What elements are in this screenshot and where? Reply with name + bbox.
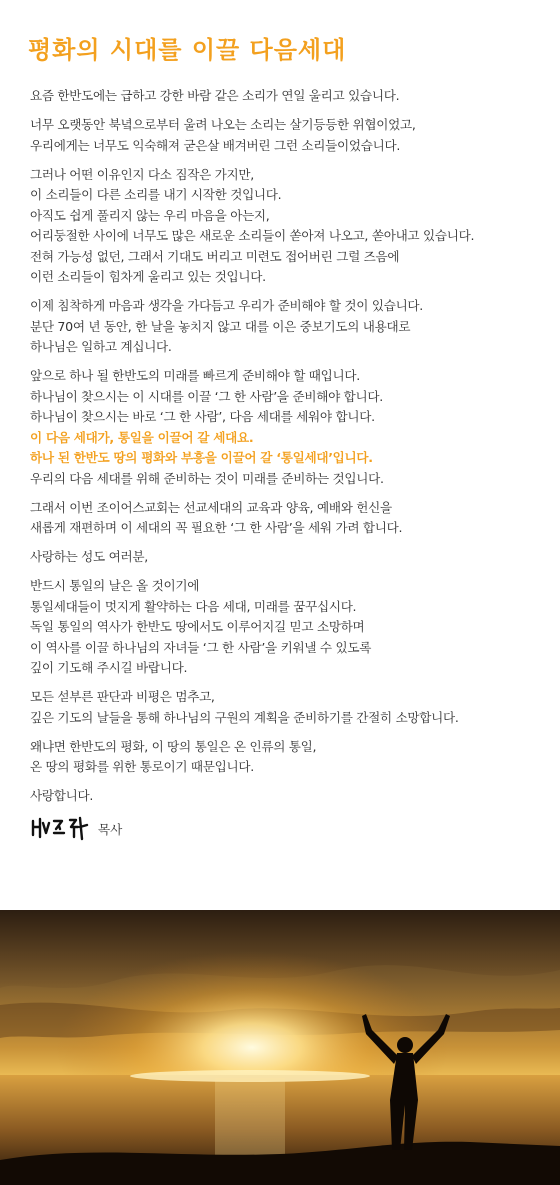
text-line: 하나님이 찾으시는 이 시대를 이끌 ‘그 한 사람’을 준비해야 합니다. (30, 388, 383, 404)
text-line: 온 땅의 평화를 위한 통로이기 때문입니다. (30, 759, 254, 774)
sunset-illustration (0, 910, 560, 1185)
text-line: 너무 오랫동안 북녘으로부터 울려 나오는 소리는 살기등등한 위협이었고, (30, 117, 416, 132)
text-line: 어리둥절한 사이에 너무도 많은 새로운 소리들이 쏟아져 나오고, 쏟아내고 있습니다. (30, 228, 475, 243)
text-line: 우리에게는 너무도 익숙해져 굳은살 배겨버린 그런 소리들이었습니다. (30, 137, 401, 153)
paragraph (30, 366, 555, 489)
paragraph (30, 165, 555, 288)
text-line: 새롭게 재편하며 이 세대의 꼭 필요한 ‘그 한 사람’을 세워 가려 합니다. (30, 520, 403, 535)
text-line: 하나님이 찾으시는 바로 ‘그 한 사람’, 다음 세대를 세워야 합니다. (30, 409, 375, 424)
signature-title: 목사 (98, 821, 123, 837)
text-line: 아직도 쉽게 풀리지 않는 우리 마음을 아는지, (30, 207, 270, 223)
text-line: 분단 70여 년 동안, 한 날을 놓치지 않고 대를 이은 중보기도의 내용대로 (30, 318, 411, 334)
text-line: 이 소리들이 다른 소리를 내기 시작한 것입니다. (30, 187, 282, 202)
paragraph (30, 296, 555, 358)
text-line: 깊은 기도의 날들을 통해 하나님의 구원의 계획을 준비하기를 간절히 소망합니다. (30, 709, 459, 725)
sunset-photo (0, 910, 560, 1185)
letter-body (30, 86, 555, 841)
signature-row (30, 815, 555, 841)
text-line: 사랑하는 성도 여러분, (30, 549, 148, 564)
text-line: 사랑합니다. (30, 788, 94, 803)
text-line: 반드시 통일의 날은 올 것이기에 (30, 578, 200, 593)
text-line: 우리의 다음 세대를 위해 준비하는 것이 미래를 준비하는 것입니다. (30, 470, 384, 486)
text-line: 하나님은 일하고 계십니다. (30, 339, 172, 354)
paragraph (30, 86, 555, 107)
paragraph (30, 547, 555, 568)
text-line: 이런 소리들이 힘차게 울리고 있는 것입니다. (30, 269, 266, 284)
paragraph (30, 786, 555, 807)
highlight-line: 하나 된 한반도 땅의 평화와 부흥을 이끌어 갈 ‘통일세대’입니다. (30, 450, 373, 465)
text-line: 모든 섣부른 판단과 비평은 멈추고, (30, 689, 215, 704)
highlight-line: 이 다음 세대가, 통일을 이끌어 갈 세대요. (30, 429, 254, 445)
paragraph (30, 576, 555, 679)
paragraph (30, 115, 555, 156)
text-line: 왜냐면 한반도의 평화, 이 땅의 통일은 온 인류의 통일, (30, 738, 317, 754)
text-line: 요즘 한반도에는 급하고 강한 바람 같은 소리가 연일 울리고 있습니다. (30, 88, 400, 103)
text-line: 그래서 이번 조이어스교회는 선교세대의 교육과 양육, 예배와 헌신을 (30, 499, 392, 515)
text-line: 그러나 어떤 이유인지 다소 짐작은 가지만, (30, 166, 254, 182)
text-line: 전혀 가능성 없던, 그래서 기대도 버리고 미련도 접어버린 그럴 즈음에 (30, 248, 400, 264)
text-line: 깊이 기도해 주시길 바랍니다. (30, 660, 188, 675)
text-line: 이제 침착하게 마음과 생각을 가다듬고 우리가 준비해야 할 것이 있습니다. (30, 298, 423, 313)
paragraph (30, 687, 555, 728)
text-line: 통일세대들이 멋지게 활약하는 다음 세대, 미래를 꿈꾸십시다. (30, 598, 357, 614)
text-line: 앞으로 하나 될 한반도의 미래를 빠르게 준비해야 할 때입니다. (30, 368, 360, 383)
page-title: 평화의 시대를 이끌 다음세대 (28, 36, 347, 64)
text-line: 이 역사를 이끌 하나님의 자녀들 ‘그 한 사람’을 키워낼 수 있도록 (30, 639, 372, 655)
paragraph (30, 498, 555, 539)
handwritten-signature (30, 815, 92, 841)
text-line: 독일 통일의 역사가 한반도 땅에서도 이루어지길 믿고 소망하며 (30, 619, 365, 634)
paragraph (30, 737, 555, 778)
